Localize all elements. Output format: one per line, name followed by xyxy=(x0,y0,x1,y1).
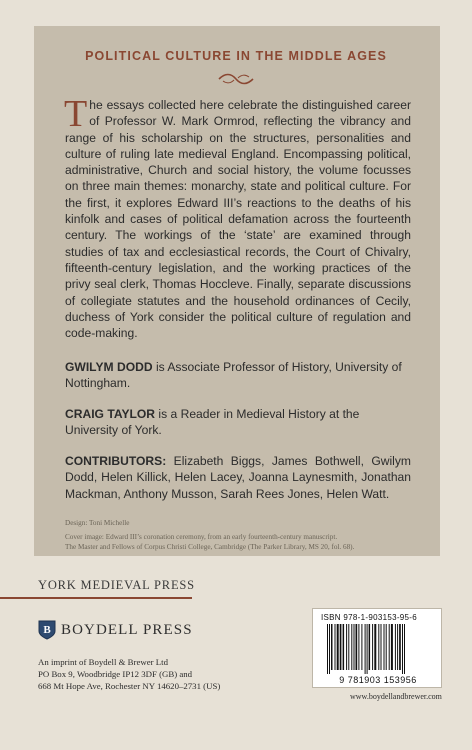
publisher-name: BOYDELL PRESS xyxy=(61,621,193,638)
boydell-shield-icon xyxy=(38,620,56,640)
isbn-barcode xyxy=(312,608,442,688)
series-title: POLITICAL CULTURE IN THE MIDDLE AGES xyxy=(85,49,387,63)
publisher-website: www.boydellandbrewer.com xyxy=(350,692,442,701)
editor-bio-dodd xyxy=(65,359,411,392)
imprint-line: 668 Mt Hope Ave, Rochester NY 14620–2731 (US) xyxy=(38,681,221,691)
contributors-names: Elizabeth Biggs, James Bothwell, Gwilym Dodd, Helen Killick, Helen Lacey, Joanna Laynesmith, Jonathan Mackman, Anthony Musson, Sarah Rees Jones, Helen Watt. xyxy=(65,454,411,501)
series-imprint: YORK MEDIEVAL PRESS xyxy=(38,578,195,592)
boydell-logo-letter: B xyxy=(43,624,51,636)
imprint-line: An imprint of Boydell & Brewer Ltd xyxy=(38,657,168,667)
publisher-logo xyxy=(38,618,193,642)
editor-text-taylor: is a Reader in Medieval History at the University of York. xyxy=(65,407,360,438)
barcode-bars xyxy=(319,624,437,676)
cover-image-credit: Cover image: Edward III’s coronation ceremony, from an early fourteenth-century manuscript. xyxy=(65,533,338,541)
blurb-text: he essays collected here celebrate the distinguished career of Professor W. Mark Ormrod, reflecting the vibrancy and range of his scholarship on the structures, personalities and culture of ruling late medieval England. Encompassing political, administrative, Church and social history, the volume focusses on three main themes: monarchy, state and political culture. For the first, it explores Edward III’s reactions to the deaths of his kinfolk and cases of political defamation across the fourteenth century. The workings of the ‘state’ are examined through studies of tax and ecclesiastical records, the Court of Chivalry, fifteenth-century legislation, and the working practices of the privy seal clerk, Thomas Hoccleve. Finally, separate discussions of collegiate statutes and the household ordinances of Cecily, duchess of York consider the political culture of regulation and code-making. xyxy=(65,98,411,341)
divider-rule xyxy=(0,597,192,599)
contributors-list xyxy=(65,453,411,502)
editor-name-taylor: CRAIG TAYLOR xyxy=(65,407,156,421)
design-credit: Design: Toni Michelle xyxy=(65,519,130,527)
image-holder-credit: The Master and Fellows of Corpus Christi College, Cambridge (The Parker Library, MS 20, fol. 68). xyxy=(65,543,355,551)
dropcap: T xyxy=(64,93,88,135)
imprint-line: PO Box 9, Woodbridge IP12 3DF (GB) and xyxy=(38,669,193,679)
editor-text-dodd: is Associate Professor of History, University of Nottingham. xyxy=(65,360,402,391)
editor-name-dodd: GWILYM DODD xyxy=(65,360,153,374)
publisher-address xyxy=(38,656,220,692)
editor-bio-taylor xyxy=(65,406,411,439)
barcode-digits: 9 781903 153956 xyxy=(339,675,417,685)
blurb-paragraph xyxy=(64,93,411,341)
contributors-label: CONTRIBUTORS: xyxy=(65,454,167,468)
ornament-swash-icon xyxy=(217,72,255,86)
isbn-text: ISBN 978-1-903153-95-6 xyxy=(321,613,417,622)
